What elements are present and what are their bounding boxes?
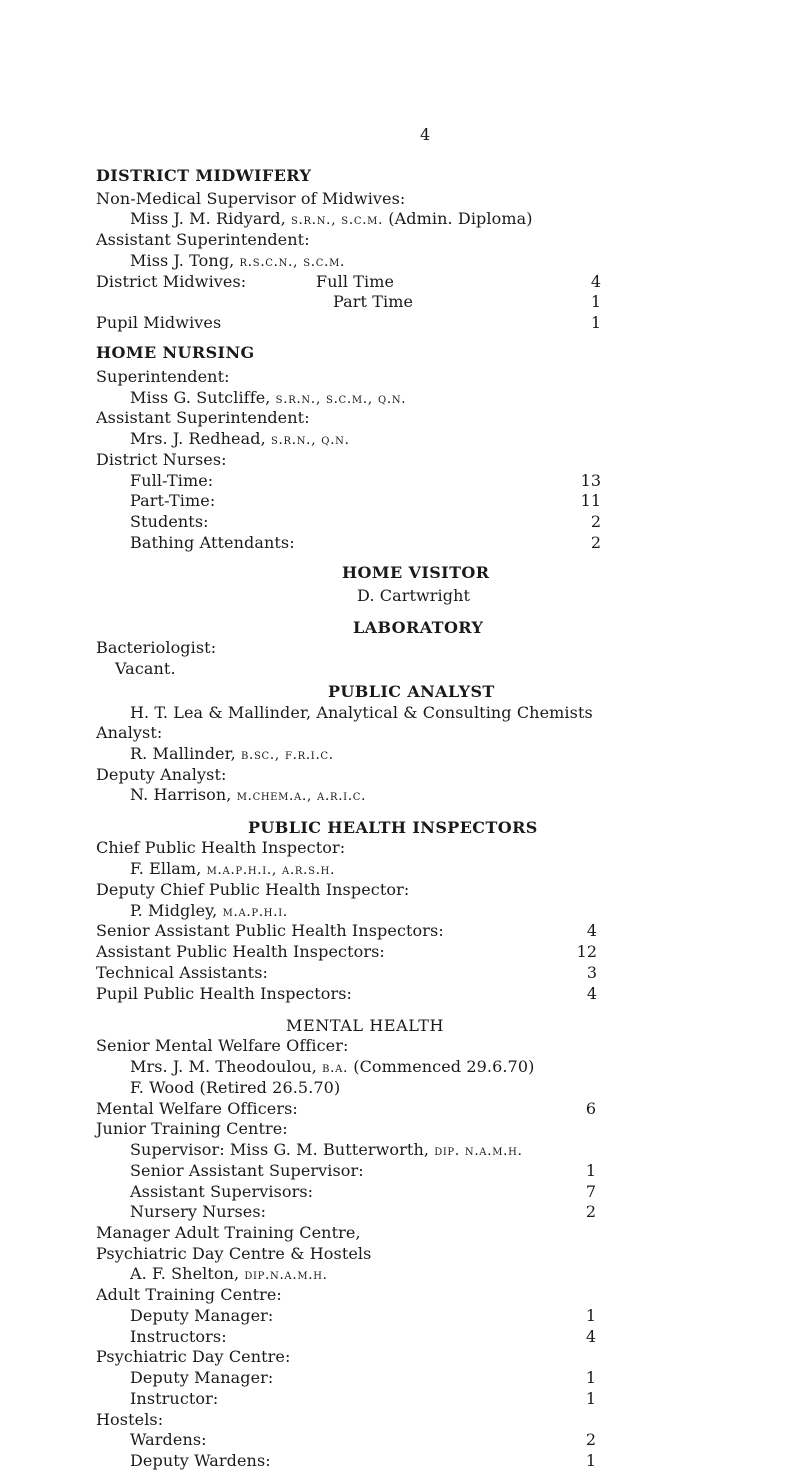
manager-entry [130, 1265, 328, 1285]
part-time-count: 1 [590, 292, 601, 312]
section-heading: PUBLIC HEALTH INSPECTORS [248, 817, 538, 837]
analyst-label: Analyst: [96, 723, 163, 743]
assistant-superintendent-label: Assistant Superintendent: [96, 408, 310, 428]
senior-assistant-inspectors-count: 4 [586, 921, 597, 941]
section-heading: MENTAL HEALTH [286, 1015, 445, 1035]
section-heading: HOME NURSING [96, 343, 255, 363]
assistant-superintendent-label: Assistant Superintendent: [96, 230, 310, 250]
bathing-attendants-count: 2 [590, 532, 601, 552]
deputy-chief-label: Deputy Chief Public Health Inspector: [96, 879, 410, 899]
junior-training-centre-label: Junior Training Centre: [96, 1119, 288, 1139]
assistant-inspectors-label: Assistant Public Health Inspectors: [96, 942, 385, 961]
superintendent-label: Superintendent: [96, 366, 230, 386]
part-time-label: Part-Time: [130, 491, 216, 511]
mwo-count: 6 [585, 1098, 596, 1118]
full-time-count: 4 [590, 271, 601, 291]
technical-assistants-label: Technical Assistants: [96, 962, 268, 982]
full-time-label: Full Time [316, 271, 395, 291]
pdc-instructor-label: Instructor: [130, 1388, 219, 1408]
senior-mwo-qualifications: b.a. [322, 1060, 349, 1076]
pupil-midwives-count: 1 [590, 313, 601, 332]
pdc-deputy-manager-label: Deputy Manager: [130, 1368, 274, 1388]
page-number: 4 [420, 125, 431, 145]
manager-title-line1: Manager Adult Training Centre, [96, 1223, 361, 1242]
supervisor-qualifications: s.r.n., s.c.m. [290, 212, 384, 229]
chief-inspector-qualifications: m.a.p.h.i., a.r.s.h. [206, 862, 336, 878]
analyst-entry [130, 745, 334, 765]
assistant-superintendent-entry [130, 430, 350, 450]
manager-qualifications: dip.n.a.m.h. [244, 1267, 328, 1284]
district-midwives-label: District Midwives: [96, 271, 247, 291]
jtc-nursery-nurses-count: 2 [585, 1202, 596, 1222]
analyst-qualifications: b.sc., f.r.i.c. [240, 747, 334, 763]
senior-assistant-inspectors-label: Senior Assistant Public Health Inspectors: [96, 921, 444, 941]
superintendent-qualifications: s.r.n., s.c.m., q.n. [275, 390, 407, 407]
superintendent-entry [130, 389, 406, 409]
pupil-inspectors-label: Pupil Public Health Inspectors: [96, 983, 353, 1003]
assistant-superintendent-qualifications: s.r.n., q.n. [270, 432, 350, 448]
pupil-midwives-label: Pupil Midwives [96, 313, 222, 332]
assistant-superintendent-name: Mrs. J. Redhead, [130, 429, 266, 448]
superintendent-name: Miss G. Sutcliffe, [130, 387, 271, 407]
section-heading: DISTRICT MIDWIFERY [96, 165, 312, 185]
technical-assistants-count: 3 [586, 962, 597, 982]
supervisor-label: Non-Medical Supervisor of Midwives: [96, 188, 406, 208]
manager-name: A. F. Shelton, [130, 1264, 240, 1284]
atc-deputy-manager-label: Deputy Manager: [130, 1305, 274, 1325]
atc-deputy-manager-count: 1 [585, 1305, 596, 1325]
assistant-superintendent-name: Miss J. Tong, [130, 250, 235, 270]
district-nurses-label: District Nurses: [96, 449, 227, 469]
former-mwo: F. Wood (Retired 26.5.70) [130, 1077, 341, 1097]
deputy-chief-entry [130, 902, 288, 922]
jtc-senior-assistant-count: 1 [585, 1160, 596, 1180]
deputy-chief-qualifications: m.a.p.h.i. [222, 903, 288, 920]
psychiatric-day-centre-label: Psychiatric Day Centre: [96, 1347, 291, 1367]
deputy-analyst-entry [130, 786, 366, 806]
senior-mwo-label: Senior Mental Welfare Officer: [96, 1036, 349, 1056]
section-heading: HOME VISITOR [342, 562, 490, 582]
bacteriologist-label: Bacteriologist: [96, 638, 217, 658]
pdc-instructor-count: 1 [585, 1388, 596, 1408]
wardens-count: 2 [585, 1430, 596, 1450]
jtc-supervisor-entry [130, 1141, 523, 1161]
deputy-analyst-name: N. Harrison, [130, 785, 232, 805]
atc-instructors-label: Instructors: [130, 1326, 227, 1346]
pupil-inspectors-count: 4 [586, 983, 597, 1003]
analyst-firm: H. T. Lea & Mallinder, Analytical & Consulting Chemists [130, 702, 593, 722]
senior-mwo-entry [130, 1058, 534, 1078]
section-heading: LABORATORY [353, 617, 484, 637]
deputy-analyst-label: Deputy Analyst: [96, 764, 227, 784]
wardens-label: Wardens: [130, 1430, 207, 1450]
full-time-count: 13 [580, 470, 601, 490]
jtc-assistant-supervisors-label: Assistant Supervisors: [130, 1181, 314, 1201]
part-time-label: Part Time [333, 292, 414, 312]
chief-inspector-name: F. Ellam, [130, 859, 202, 878]
jtc-senior-assistant-label: Senior Assistant Supervisor: [130, 1160, 364, 1180]
chief-inspector-entry [130, 860, 335, 880]
supervisor-note: (Admin. Diploma) [388, 209, 533, 229]
deputy-wardens-label: Deputy Wardens: [130, 1451, 271, 1471]
senior-mwo-note: (Commenced 29.6.70) [353, 1057, 535, 1076]
section-heading: PUBLIC ANALYST [328, 681, 495, 701]
full-time-label: Full-Time: [130, 470, 214, 490]
assistant-superintendent-entry [130, 252, 345, 272]
jtc-supervisor-qualifications: dip. n.a.m.h. [434, 1143, 523, 1159]
students-label: Students: [130, 512, 209, 531]
assistant-inspectors-count: 12 [576, 942, 597, 961]
supervisor-entry [130, 210, 533, 230]
manager-title-line2: Psychiatric Day Centre & Hostels [96, 1243, 372, 1263]
deputy-wardens-count: 1 [585, 1451, 596, 1471]
students-count: 2 [590, 512, 601, 531]
deputy-chief-name: P. Midgley, [130, 900, 218, 920]
bacteriologist-value: Vacant. [115, 659, 176, 679]
supervisor-name: Miss J. M. Ridyard, [130, 209, 286, 229]
chief-inspector-label: Chief Public Health Inspector: [96, 838, 346, 858]
hostels-label: Hostels: [96, 1409, 164, 1429]
part-time-count: 11 [580, 491, 601, 511]
mwo-label: Mental Welfare Officers: [96, 1098, 298, 1118]
atc-instructors-count: 4 [585, 1326, 596, 1346]
bathing-attendants-label: Bathing Attendants: [130, 532, 295, 552]
jtc-nursery-nurses-label: Nursery Nurses: [130, 1202, 267, 1222]
assistant-superintendent-qualifications: r.s.c.n., s.c.m. [239, 253, 345, 270]
home-visitor-name: D. Cartwright [357, 585, 471, 605]
adult-training-centre-label: Adult Training Centre: [96, 1285, 282, 1305]
jtc-supervisor-name: Supervisor: Miss G. M. Butterworth, [130, 1140, 430, 1159]
deputy-analyst-qualifications: m.chem.a., a.r.i.c. [236, 788, 367, 805]
jtc-assistant-supervisors-count: 7 [585, 1181, 596, 1201]
analyst-name: R. Mallinder, [130, 744, 236, 763]
pdc-deputy-manager-count: 1 [585, 1368, 596, 1388]
senior-mwo-name: Mrs. J. M. Theodoulou, [130, 1057, 317, 1076]
